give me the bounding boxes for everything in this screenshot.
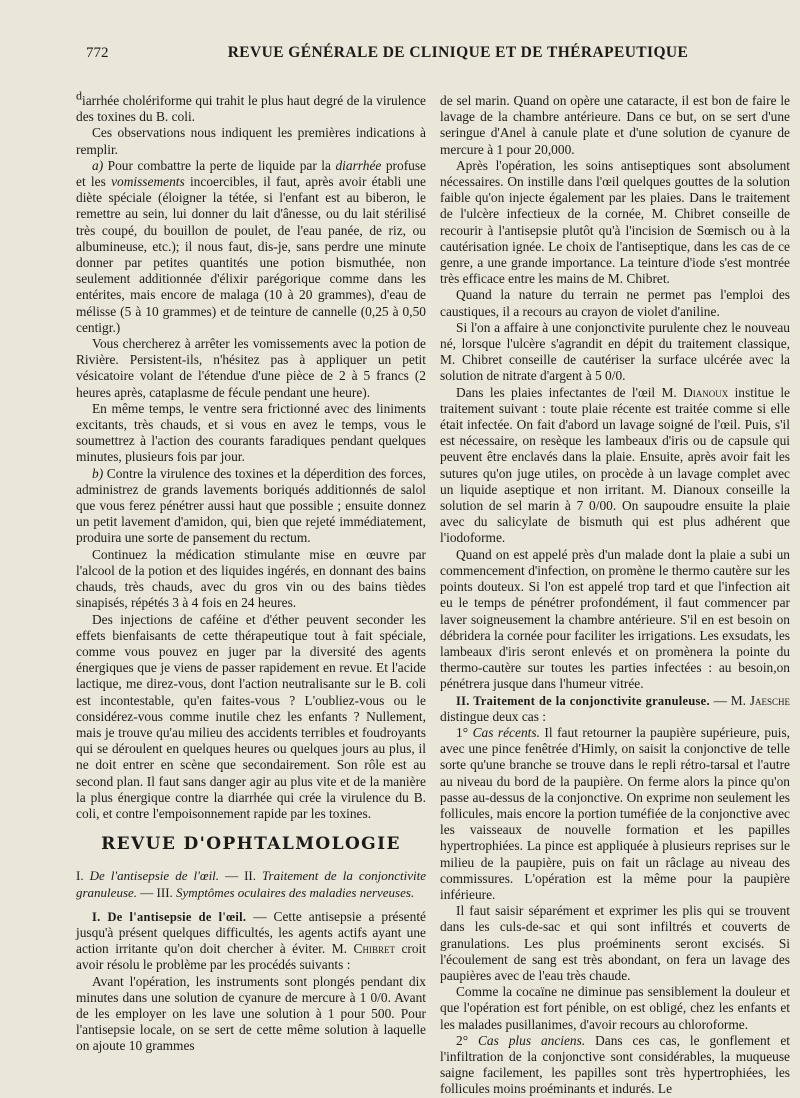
- raised-initial: d: [76, 88, 82, 103]
- paragraph: En même temps, le ventre sera frictionné avec des liniments excitants, très chauds, et si vous en avez le temps, vous le soumettrez à l'action des courants faradiques pendant quelques minutes, plusieurs fois par jour.: [76, 400, 426, 465]
- paragraph: [76, 88, 426, 125]
- section-contents: [76, 868, 426, 900]
- emphasis: Cas plus anciens.: [477, 1032, 586, 1048]
- paragraph: Quand on est appelé près d'un malade dont la plaie a subi un commencement d'infection, on promène le thermo cautère sur les points douteux. Si l'on est appelé trop tard et que l'infection ait eu le temps de pénétrer profondément, il faut commencer par laver soigneusement la chambre antérieure. S'il en est besoin on débridera la cornée pour faciliter les irrigations. Les exsudats, les lambeaux d'iris seront enlevés et on promènera la pointe du thermo-cautère sur toutes les parties infectées : au besoin,on pénétrera jusque dans l'humeur vitrée.: [440, 546, 790, 692]
- paragraph: Des injections de caféine et d'éther peuvent seconder les effets bienfaisants de cette thérapeutique tout à fait spéciale, comme vous pouvez en juger par la diversité des agents énergiques que je viens de passer rapidement en revue. Et l'acide lactique, me direz-vous, dont l'action neutralisante sur le B. coli est incontestable, qu'en faites-vous ? L'oubliez-vous ou le considérez-vous comme inutile chez les enfants ? Nullement, mais je trouve qu'au milieu des accidents terribles et foudroyants qui se déroulent en quelques heures ou quelques jours au plus, il ne doit entrer en scène que secondairement. Son rôle est au second plan. Il faut sans danger agir au plus vite et de la manière la plus énergique contre la diarrhée qui crée la virulence du B. coli, et contre l'empoisonnement rapide par les toxines.: [76, 611, 426, 821]
- paragraph-text: incoercibles, il faut, après avoir établi une diète spéciale (éloigner la tétée, si l'enfant est au biberon, le remettre au sein, lui donner du lait d'ânesse, ou du lait stérilisé très coupé, du bouillon de poulet, de l'eau panée, de riz, ou albumineuse, etc.); il nous faut, dis-je, sans perdre une minute donner par petites quantités une potion bismuthée, non seulement additionnée d'élixir parégorique comme dans les entérites, mais encore de malaga (10 à 20 grammes), d'eau de mélisse (5 à 10 grammes) et de teinture de cannelle (0,25 à 0,50 centigr.): [76, 174, 426, 335]
- paragraph: Après l'opération, les soins antiseptiques sont absolument nécessaires. On instille dans l'œil quelques gouttes de la solution faible qu'on injecte également par les plaies. Dans le traitement de l'ulcère infectieux de la cornée, M. Chibret conseille de recourir à l'antisepsie plutôt qu'à l'incision de Sœmisch ou à la cautérisation ignée. Le choix de l'antiseptique, dans les cas de ce genre, a une grande importance. La teinture d'iode s'est montrée très efficace entre les mains de M. Chibret.: [440, 157, 790, 287]
- subsection-heading: II. Traitement de la conjonctivite granuleuse.: [456, 693, 710, 708]
- paragraph: [440, 693, 790, 725]
- paragraph: Vous chercherez à arrêter les vomissements avec la potion de Rivière. Persistent-ils, n'hésitez pas à appliquer un petit vésicatoire volant de l'étendue d'une pièce de 2 à 5 francs (2 heures après, cataplasme de fécule pendant une heure).: [76, 336, 426, 400]
- left-column: [76, 88, 426, 1055]
- paragraph: [440, 1033, 790, 1098]
- paragraph-text: distingue deux cas :: [440, 708, 546, 724]
- paragraph: Quand la nature du terrain ne permet pas l'emploi des caustiques, il a recours au crayon de violet d'aniline.: [440, 287, 790, 319]
- author-name: Chibret: [353, 941, 395, 957]
- paragraph-text: iarrhée cholériforme qui trahit le plus haut degré de la virulence des toxines du B. coli.: [76, 93, 426, 125]
- paragraph: [76, 466, 426, 547]
- toc-text: — II.: [219, 868, 263, 884]
- item-number: 1°: [456, 724, 473, 740]
- paragraph: Il faut saisir séparément et exprimer les plis qui se trouvent dans les culs-de-sac et qui sont infiltrés et couverts de granulations. Les plus proéminents seront excisés. Si l'écoulement de sang est très abondant, on fera un lavage des paupières avec de l'eau très chaude.: [440, 903, 790, 983]
- paragraph: Continuez la médication stimulante mise en œuvre par l'alcool de la potion et des liquides ingérés, en donnant des bains chauds, très chauds, avec du gros vin ou des bains tièdes sinapisés, répétés 3 à 4 fois en 24 heures.: [76, 546, 426, 611]
- item-number: 2°: [456, 1032, 478, 1048]
- paragraph: Avant l'opération, les instruments sont plongés pendant dix minutes dans une solution de cyanure de mercure à 1 0/0. Avant de les employer on les lave une solution à 1 pour 500. Pour l'antisepsie locale, on se sert de cette même solution à laquelle on ajoute 10 grammes: [76, 973, 426, 1054]
- emphasis: diarrhée: [335, 157, 382, 173]
- emphasis: Cas récents.: [472, 724, 540, 740]
- running-title: REVUE GÉNÉRALE DE CLINIQUE ET DE THÉRAPEUTIQUE: [227, 44, 689, 61]
- page-number: 772: [86, 45, 109, 61]
- author-name: Dianoux: [683, 384, 729, 400]
- paragraph-text: Dans les plaies infectantes de l'œil M.: [456, 384, 684, 400]
- right-column: [440, 93, 790, 1098]
- paragraph-text: profuse et les: [76, 157, 426, 190]
- paragraph: de sel marin. Quand on opère une cataracte, il est bon de faire le lavage de la chambre antérieure. Dans ce but, on se sert d'une seringue d'Anel à canule plate et d'une solution de cyanure de mercure à 1 pour 20,000.: [440, 93, 790, 157]
- paragraph-text: Pour combattre la perte de liquide par la: [103, 157, 336, 173]
- paragraph-text: — M.: [709, 692, 750, 708]
- paragraph-text: croit avoir résolu le problème par les procédés suivants :: [76, 941, 426, 973]
- toc-entry: De l'antisepsie de l'œil.: [89, 868, 220, 884]
- item-label: a): [92, 157, 104, 173]
- page-header: [86, 44, 720, 62]
- paragraph-text: institue le traitement suivant : toute plaie récente est traitée comme si elle était infectée. On fait d'abord un lavage soigné de l'œil. Puis, s'il est nécessaire, on resèque les lambeaux d'iris ou de capsule qui peuvent être enclavés dans la plaie. Ensuite, après avoir fait les sutures qu'on juge utiles, on procède à un lavage complet avec un liquide aseptique et non irritant. M. Dianoux conseille la solution de sel marin à 7 0/00. On saupoudre ensuite la plaie avec du salicylate de bismuth qui est plus adhérent que l'iodoforme.: [440, 384, 790, 546]
- paragraph: [440, 385, 790, 547]
- paragraph-text: Il faut retourner la paupière supérieure, puis, avec une pince fenêtrée d'Himly, on saisit la conjonctive de telle sorte qu'une branche se trouve dans le repli rétro-tarsal et l'autre au niveau du bord de la paupière. On ferme alors la pince qu'on passe au-dessus de la conjonctive. On exprime non seulement les follicules, mais encore la portion tuméfiée de la conjonctive avec les vaisseaux de nouvelle formation et les papilles hypertrophiées. La pince est appliquée à plusieurs reprises sur le milieu de la paupière, puis on fait un râclage au niveau des commissures. L'opération est la même pour la paupière inférieure.: [440, 724, 791, 902]
- toc-entry: Traitement de la conjonctivite granuleuse.: [76, 868, 426, 900]
- emphasis: vomissements: [111, 174, 185, 190]
- paragraph-text: Contre la virulence des toxines et la déperdition des forces, administrez de grands lavements boriqués additionnés de salol que vous ferez pénétrer aussi haut que possible ; ensuite donnez un petit lavement d'amidon, qui, bien que rejeté immédiatement, produira une sorte de pansement du rectum.: [76, 465, 426, 546]
- item-label: b): [92, 465, 104, 481]
- paragraph: Comme la cocaïne ne diminue pas sensiblement la douleur et que l'opération est fort pénible, on est obligé, chez les enfants et les malades pusillanimes, d'avoir recours au chloroforme.: [440, 984, 790, 1032]
- paragraph: [440, 725, 790, 903]
- toc-entry: Symptômes oculaires des maladies nerveuses.: [176, 884, 415, 900]
- paragraph: Ces observations nous indiquent les premières indications à remplir.: [76, 125, 426, 157]
- paragraph-text: Dans ces cas, le gonflement et l'infiltration de la conjonctive sont considérables, la muqueuse saigne facilement, les papilles sont très hypertrophiées, les follicules moins proéminants et indurés. Le: [440, 1032, 791, 1097]
- subsection-heading: I. De l'antisepsie de l'œil.: [92, 909, 247, 924]
- toc-text: — III.: [137, 884, 177, 900]
- paragraph: [76, 909, 426, 974]
- toc-text: I.: [76, 868, 90, 884]
- section-title: REVUE D'OPHTALMOLOGIE: [101, 834, 401, 855]
- paragraph-text: — Cette antisepsie a présenté jusqu'à présent quelques difficultés, les agents actifs ayant une action irritante qu'on doit chercher à éviter. M.: [76, 908, 426, 957]
- author-name: Jaesche: [749, 692, 790, 708]
- paragraph: [76, 158, 426, 336]
- paragraph: Si l'on a affaire à une conjonctivite purulente chez le nouveau né, lorsque l'ulcère s'agrandit en dépit du traitement classique, M. Chibret conseille de cautériser la surface ulcérée avec la solution de nitrate d'argent à 5 0/0.: [440, 319, 790, 384]
